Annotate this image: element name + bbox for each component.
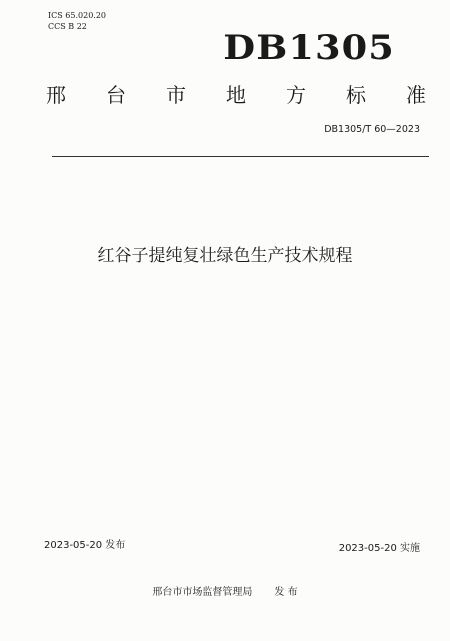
standard-type-char: 市 <box>166 83 186 107</box>
standard-type-char: 准 <box>406 83 426 107</box>
ccs-code: CCS B 22 <box>48 22 87 31</box>
standard-type-heading <box>46 82 426 108</box>
issue-date: 2023-05-20 发布 <box>44 540 126 551</box>
standard-code: DB1305/T 60—2023 <box>324 124 420 135</box>
standard-type-char: 方 <box>286 83 306 107</box>
issuer-name: 邢台市市场监督管理局 <box>152 587 253 598</box>
standard-type-char: 标 <box>346 83 366 107</box>
standard-type-char: 地 <box>226 83 246 107</box>
standard-mark: DB1305 <box>223 28 395 68</box>
header-divider <box>52 156 429 157</box>
standard-type-char: 邢 <box>46 83 66 107</box>
document-title: 红谷子提纯复壮绿色生产技术规程 <box>97 246 353 266</box>
ics-code: ICS 65.020.20 <box>48 11 107 20</box>
implementation-date: 2023-05-20 实施 <box>338 543 420 554</box>
standard-type-char: 台 <box>106 83 126 107</box>
issuer-line <box>0 586 450 599</box>
issuer-action: 发 布 <box>274 587 298 598</box>
